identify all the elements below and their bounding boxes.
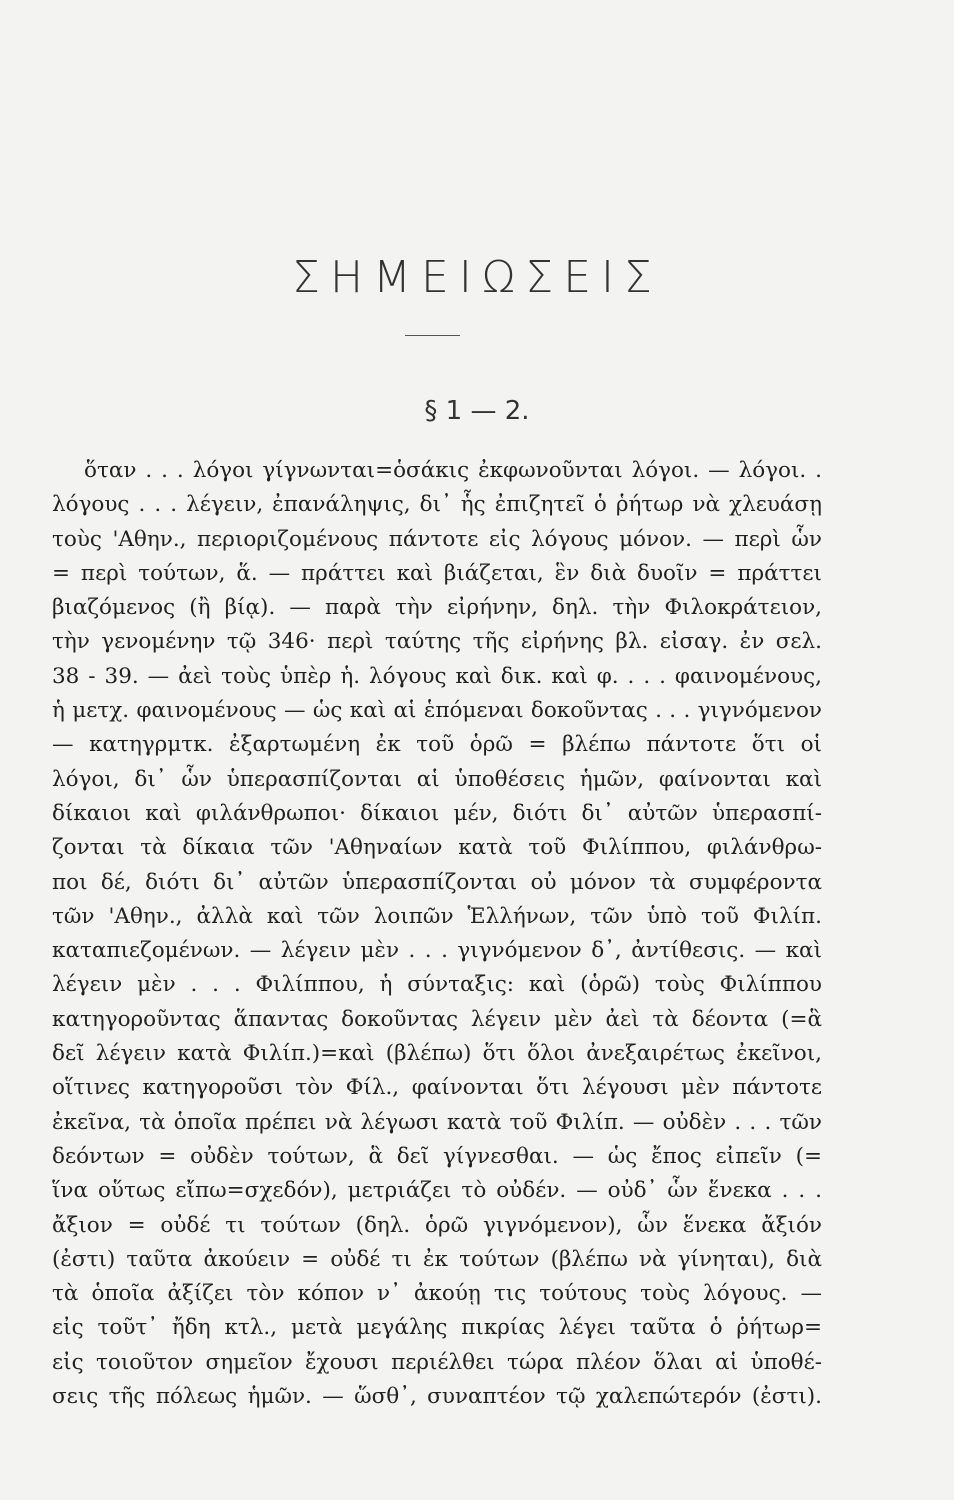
text-line: δεόντων = οὐδὲν τούτων, ἃ δεῖ γίγνεσθαι. — ὡς ἔπος εἰπεῖν (=: [52, 1143, 822, 1169]
text-line: ἵνα οὕτως εἴπω=σχεδόν), μετριάζει τὸ οὐδέν. — οὐδ᾽ ὧν ἕνεκα . . .: [52, 1178, 822, 1204]
title-separator: [405, 335, 460, 336]
text-line: λόγοι, δι᾽ ὧν ὑπερασπίζονται αἱ ὑποθέσεις ἡμῶν, φαίνονται καὶ: [52, 766, 822, 792]
text-line: τὰ ὁποῖα ἀξίζει τὸν κόπον ν᾽ ἀκούῃ τις τούτους τοὺς λόγους. —: [52, 1281, 822, 1307]
text-line: δεῖ λέγειν κατὰ Φιλίπ.)=καὶ (βλέπω) ὅτι ὅλοι ἀνεξαιρέτως ἐκεῖνοι,: [52, 1041, 822, 1067]
text-line: τῶν 'Αθην., ἀλλὰ καὶ τῶν λοιπῶν Ἑλλήνων, τῶν ὑπὸ τοῦ Φιλίπ.: [52, 903, 822, 929]
text-line: τὴν γενομένην τῷ 346· περὶ ταύτης τῆς εἰρήνης βλ. εἰσαγ. ἐν σελ.: [52, 629, 822, 655]
text-line: οἵτινες κατηγοροῦσι τὸν Φίλ., φαίνονται ὅτι λέγουσι μὲν πάντοτε: [52, 1075, 822, 1101]
text-line: — κατηγρμτκ. ἐξαρτωμένη ἐκ τοῦ ὁρῶ = βλέπω πάντοτε ὅτι οἱ: [52, 732, 822, 758]
text-line: ἐκεῖνα, τὰ ὁποῖα πρέπει νὰ λέγωσι κατὰ τοῦ Φιλίπ. — οὐδὲν . . . τῶν: [52, 1109, 822, 1135]
text-line: (ἐστι) ταῦτα ἀκούειν = οὐδέ τι ἐκ τούτων (βλέπω νὰ γίνηται), διὰ: [52, 1246, 822, 1272]
section-heading: § 1 — 2.: [424, 396, 530, 426]
text-line: ἡ μετχ. φαινομένους — ὡς καὶ αἱ ἑπόμεναι δοκοῦντας . . . γιγνόμενον: [52, 698, 822, 724]
text-line: ποι δέ, διότι δι᾽ αὐτῶν ὑπερασπίζονται οὐ μόνον τὰ συμφέροντα: [52, 869, 822, 895]
text-line: δίκαιοι καὶ φιλάνθρωποι· δίκαιοι μέν, διότι δι᾽ αὐτῶν ὑπερασπί-: [52, 800, 822, 826]
text-line: λόγους . . . λέγειν, ἐπανάληψις, δι᾽ ἧς ἐπιζητεῖ ὁ ῥήτωρ νὰ χλευάσῃ: [52, 492, 822, 518]
text-line: ἄξιον = οὐδέ τι τούτων (δηλ. ὁρῶ γιγνόμενον), ὧν ἕνεκα ἄξιόν: [52, 1212, 822, 1238]
text-line: καταπιεζομένων. — λέγειν μὲν . . . γιγνόμενον δ᾽, ἀντίθεσις. — καὶ: [52, 938, 822, 964]
text-line: 38 - 39. — ἀεὶ τοὺς ὑπὲρ ἡ. λόγους καὶ δικ. καὶ φ. . . . φαινομένους,: [52, 663, 822, 689]
text-line: = περὶ τούτων, ἅ. — πράττει καὶ βιάζεται, ἓν διὰ δυοῖν = πράττει: [52, 560, 822, 586]
page-title: ΣΗΜΕΙΩΣΕΙΣ: [292, 252, 662, 303]
text-line: τοὺς 'Αθην., περιοριζομένους πάντοτε εἰς λόγους μόνον. — περὶ ὧν: [52, 526, 822, 552]
text-line: εἰς τοιοῦτον σημεῖον ἔχουσι περιέλθει τώρα πλέον ὅλαι αἱ ὑποθέ-: [52, 1349, 822, 1375]
text-line: εἰς τοῦτ᾽ ἤδη κτλ., μετὰ μεγάλης πικρίας λέγει ταῦτα ὁ ῥήτωρ=: [52, 1315, 822, 1341]
text-line: λέγειν μὲν . . . Φιλίππου, ἡ σύνταξις: καὶ (ὁρῶ) τοὺς Φιλίππου: [52, 972, 822, 998]
text-line: κατηγοροῦντας ἅπαντας δοκοῦντας λέγειν μὲν ἀεὶ τὰ δέοντα (=ἃ: [52, 1006, 822, 1032]
text-line: σεις τῆς πόλεως ἡμῶν. — ὥσθ᾽, συναπτέον τῷ χαλεπώτερόν (ἐστι).: [52, 1384, 822, 1410]
text-line: βιαζόμενος (ἢ βίᾳ). — παρὰ τὴν εἰρήνην, δηλ. τὴν Φιλοκράτειον,: [52, 595, 822, 621]
text-line: ζονται τὰ δίκαια τῶν 'Αθηναίων κατὰ τοῦ Φιλίππου, φιλάνθρω-: [52, 835, 822, 861]
notes-body: [52, 454, 822, 1414]
text-line: ὅταν . . . λόγοι γίγνωνται=ὁσάκις ἐκφωνοῦνται λόγοι. — λόγοι. .: [84, 458, 822, 483]
